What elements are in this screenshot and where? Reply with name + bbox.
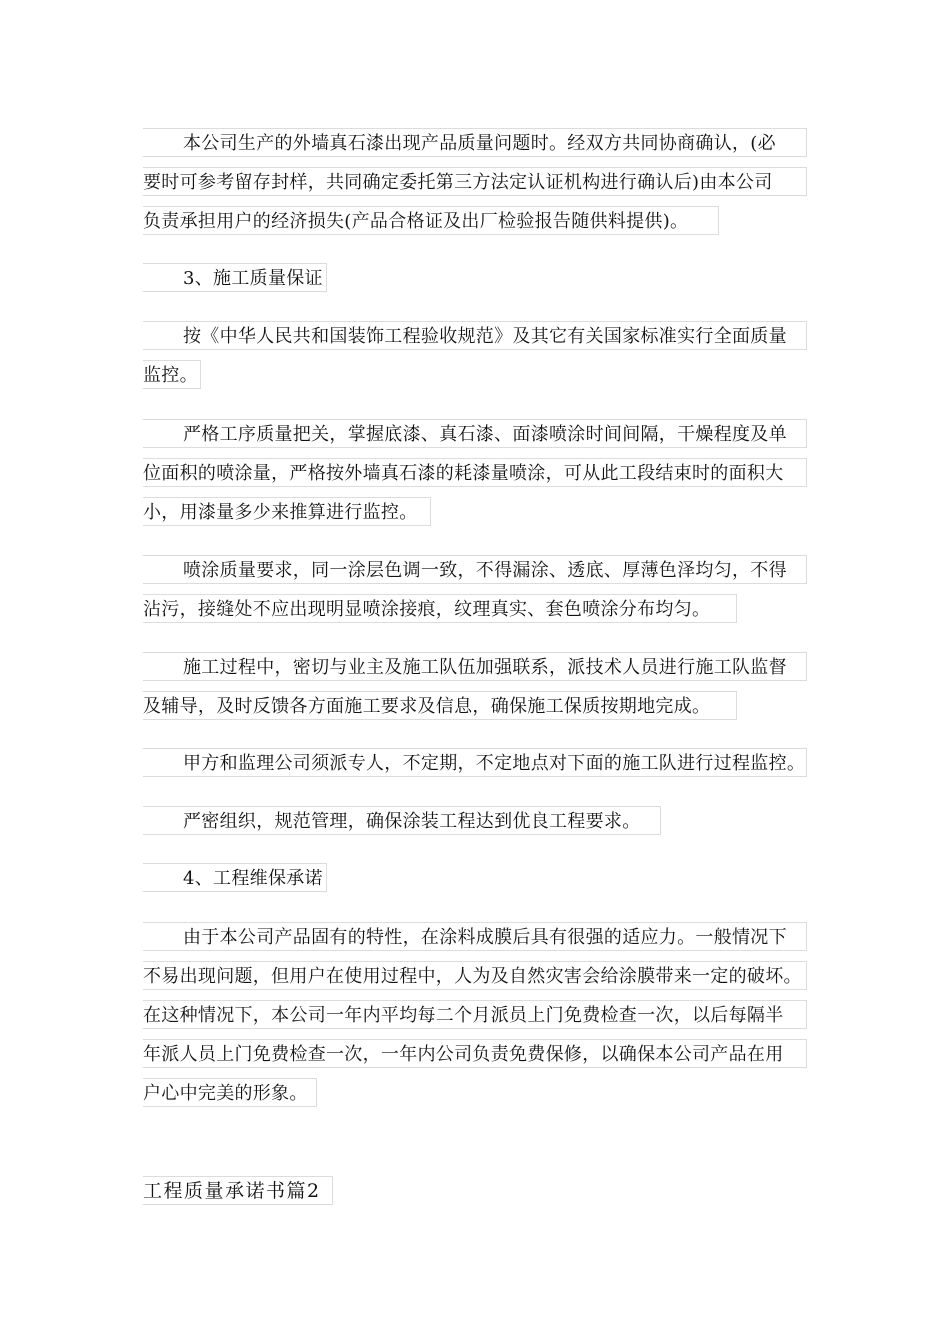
paragraph-line: 在这种情况下，本公司一年内平均每二个月派员上门免费检查一次，以后每隔半 [143, 1000, 807, 1029]
paragraph-line: 沾污，接缝处不应出现明显喷涂接痕，纹理真实、套色喷涂分布均匀。 [143, 594, 737, 623]
paragraph-line: 监控。 [143, 360, 201, 389]
paragraph-line: 户心中完美的形象。 [143, 1078, 317, 1107]
paragraph-line: 严格工序质量把关，掌握底漆、真石漆、面漆喷涂时间间隔，干燥程度及单 [143, 419, 807, 448]
paragraph-line: 按《中华人民共和国装饰工程验收规范》及其它有关国家标准实行全面质量 [143, 321, 807, 350]
paragraph-line: 要时可参考留存封样，共同确定委托第三方法定认证机构进行确认后)由本公司 [143, 167, 807, 196]
paragraph-line: 甲方和监理公司须派专人，不定期，不定地点对下面的施工队进行过程监控。 [143, 748, 807, 777]
paragraph-line: 负责承担用户的经济损失(产品合格证及出厂检验报告随供料提供)。 [143, 206, 719, 235]
section-heading: 工程质量承诺书篇2 [143, 1176, 333, 1205]
paragraph-line: 本公司生产的外墙真石漆出现产品质量问题时。经双方共同协商确认，(必 [143, 128, 807, 157]
paragraph-line: 由于本公司产品固有的特性，在涂料成膜后具有很强的适应力。一般情况下 [143, 922, 807, 951]
paragraph-line: 及辅导，及时反馈各方面施工要求及信息，确保施工保质按期地完成。 [143, 691, 737, 720]
paragraph-line: 年派人员上门免费检查一次，一年内公司负责免费保修，以确保本公司产品在用 [143, 1039, 807, 1068]
section-subheading: 3、施工质量保证 [143, 263, 327, 292]
section-subheading: 4、工程维保承诺 [143, 863, 327, 892]
paragraph-line: 严密组织，规范管理，确保涂装工程达到优良工程要求。 [143, 806, 661, 835]
paragraph-line: 位面积的喷涂量，严格按外墙真石漆的耗漆量喷涂，可从此工段结束时的面积大 [143, 458, 807, 487]
paragraph-line: 不易出现问题，但用户在使用过程中，人为及自然灾害会给涂膜带来一定的破坏。 [143, 961, 807, 990]
paragraph-line: 喷涂质量要求，同一涂层色调一致，不得漏涂、透底、厚薄色泽均匀，不得 [143, 555, 807, 584]
paragraph-line: 施工过程中，密切与业主及施工队伍加强联系，派技术人员进行施工队监督 [143, 652, 807, 681]
paragraph-line: 小，用漆量多少来推算进行监控。 [143, 497, 431, 526]
